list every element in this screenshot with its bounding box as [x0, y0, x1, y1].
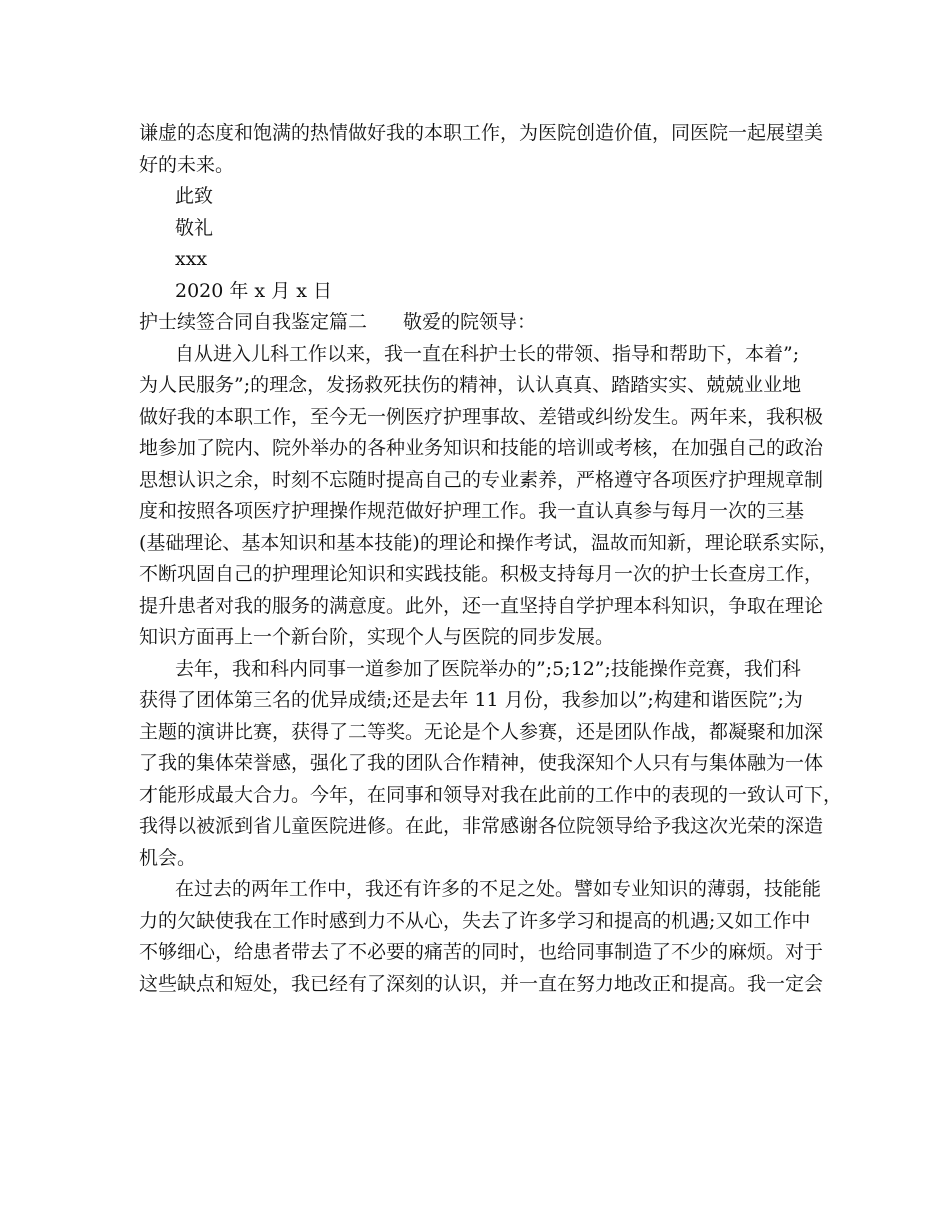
signature-date: 2020 年 x 月 x 日	[175, 279, 332, 302]
paragraph-line: 知识方面再上一个新台阶，实现个人与医院的同步发展。	[139, 626, 615, 648]
paragraph-line: 机会。	[139, 846, 197, 869]
paragraph-line: 提升患者对我的服务的满意度。此外，还一直坚持自学护理本科知识，争取在理论	[139, 594, 824, 617]
paragraph-line: 才能形成最大合力。今年，在同事和领导对我在此前的工作中的表现的一致认可下，	[139, 783, 843, 806]
text-line: 谦虚的态度和饱满的热情做好我的本职工作，为医院创造价值，同医院一起展望美	[139, 122, 824, 144]
paragraph-line: 了我的集体荣誉感，强化了我的团队合作精神，使我深知个人只有与集体融为一体	[139, 752, 824, 774]
paragraph-line: 自从进入儿科工作以来，我一直在科护士长的带领、指导和帮助下，本着”;	[175, 342, 800, 365]
signature-name: xxx	[175, 248, 208, 270]
section-heading	[139, 307, 829, 339]
paragraph-line: 获得了团体第三名的优异成绩;还是去年 11 月份，我参加以”;构建和谐医院”;为	[139, 689, 803, 711]
paragraph-line: 这些缺点和短处，我已经有了深刻的认识，并一直在努力地改正和提高。我一定会	[139, 972, 824, 995]
salutation: 敬爱的院领导：	[403, 311, 537, 333]
section-title: 护士续签合同自我鉴定篇二	[139, 311, 368, 333]
paragraph-line: 在过去的两年工作中，我还有许多的不足之处。譬如专业知识的薄弱，技能能	[175, 878, 822, 900]
paragraph-line: 为人民服务”;的理念，发扬救死扶伤的精神，认认真真、踏踏实实、兢兢业业地	[139, 374, 802, 396]
closing-salute: 敬礼	[175, 216, 214, 239]
paragraph-line: 度和按照各项医疗护理操作规范做好护理工作。我一直认真参与每月一次的三基	[139, 500, 805, 522]
document-body	[139, 118, 843, 1000]
text-line: 好的未来。	[139, 153, 235, 176]
paragraph-line: 不断巩固自己的护理理论知识和实践技能。积极支持每月一次的护士长查房工作，	[139, 563, 824, 585]
paragraph-line: 力的欠缺使我在工作时感到力不从心，失去了许多学习和提高的机遇;又如工作中	[139, 909, 811, 932]
paragraph-line: 不够细心，给患者带去了不必要的痛苦的同时，也给同事制造了不少的麻烦。对于	[139, 941, 824, 963]
paragraph-line: 思想认识之余，时刻不忘随时提高自己的专业素养，严格遵守各项医疗护理规章制	[139, 468, 824, 491]
closing-phrase: 此致	[175, 185, 214, 207]
paragraph-line: 我得以被派到省儿童医院进修。在此，非常感谢各位院领导给予我这次光荣的深造	[139, 815, 824, 837]
paragraph-line: 地参加了院内、院外举办的各种业务知识和技能的培训或考核，在加强自己的政治	[139, 437, 824, 459]
paragraph-line: 做好我的本职工作，至今无一例医疗护理事故、差错或纠纷发生。两年来，我积极	[139, 405, 824, 428]
paragraph-line: 主题的演讲比赛，获得了二等奖。无论是个人参赛，还是团队作战，都凝聚和加深	[139, 720, 824, 743]
paragraph-line: 去年，我和科内同事一道参加了医院举办的”;5;12”;技能操作竞赛，我们科	[175, 657, 801, 680]
paragraph-line: (基础理论、基本知识和基本技能)的理论和操作考试，温故而知新，理论联系实际，	[139, 531, 838, 554]
